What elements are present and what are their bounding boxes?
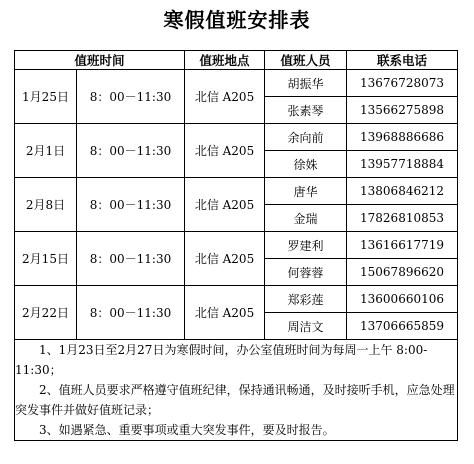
header-duty-time: 值班时间	[15, 51, 185, 70]
table-row	[15, 286, 458, 313]
staff-phone: 17826810853	[347, 205, 458, 232]
staff-phone: 13616617719	[347, 232, 458, 259]
staff-phone: 13706665859	[347, 313, 458, 340]
duty-time: 8：00－11:30	[77, 286, 185, 340]
duty-date: 2月8日	[15, 178, 77, 232]
duty-time: 8：00－11:30	[77, 232, 185, 286]
header-duty-staff: 值班人员	[265, 51, 347, 70]
staff-phone: 15067896620	[347, 259, 458, 286]
duty-date: 1月25日	[15, 70, 77, 124]
staff-phone: 13957718884	[347, 151, 458, 178]
duty-location: 北信 A205	[185, 232, 265, 286]
duty-location: 北信 A205	[185, 70, 265, 124]
page-title: 寒假值班安排表	[163, 8, 311, 32]
staff-phone: 13566275898	[347, 97, 458, 124]
staff-name: 张素琴	[265, 97, 347, 124]
staff-name: 徐姝	[265, 151, 347, 178]
duty-schedule-table	[14, 50, 458, 441]
staff-name: 余向前	[265, 124, 347, 151]
header-contact-phone: 联系电话	[347, 51, 458, 70]
staff-phone: 13600660106	[347, 286, 458, 313]
duty-time: 8：00－11:30	[77, 178, 185, 232]
table-row	[15, 70, 458, 97]
staff-name: 周洁文	[265, 313, 347, 340]
table-row	[15, 124, 458, 151]
table-row	[15, 232, 458, 259]
staff-phone: 13968886686	[347, 124, 458, 151]
duty-location: 北信 A205	[185, 178, 265, 232]
staff-phone: 13806846212	[347, 178, 458, 205]
staff-name: 何蓉蓉	[265, 259, 347, 286]
staff-phone: 13676728073	[347, 70, 458, 97]
duty-time: 8：00－11:30	[77, 124, 185, 178]
staff-name: 唐华	[265, 178, 347, 205]
staff-name: 郑彩莲	[265, 286, 347, 313]
duty-location: 北信 A205	[185, 124, 265, 178]
note-1: 1、1月23日至2月27日为寒假时间，办公室值班时间为每周一上午 8:00-11:30；	[15, 343, 428, 377]
header-row	[15, 51, 458, 70]
duty-date: 2月15日	[15, 232, 77, 286]
duty-date: 2月22日	[15, 286, 77, 340]
table-row	[15, 178, 458, 205]
notes-cell	[15, 340, 458, 441]
note-2: 2、值班人员要求严格遵守值班纪律，保持通讯畅通，及时接听手机，应急处理突发事件并做好值班记录；	[15, 383, 455, 417]
note-3: 3、如遇紧急、重要事项或重大突发事件，要及时报告。	[15, 423, 335, 437]
notes-row	[15, 340, 458, 441]
staff-name: 金瑞	[265, 205, 347, 232]
duty-date: 2月1日	[15, 124, 77, 178]
header-duty-location: 值班地点	[185, 51, 265, 70]
duty-time: 8：00－11:30	[77, 70, 185, 124]
duty-location: 北信 A205	[185, 286, 265, 340]
staff-name: 胡振华	[265, 70, 347, 97]
staff-name: 罗建利	[265, 232, 347, 259]
